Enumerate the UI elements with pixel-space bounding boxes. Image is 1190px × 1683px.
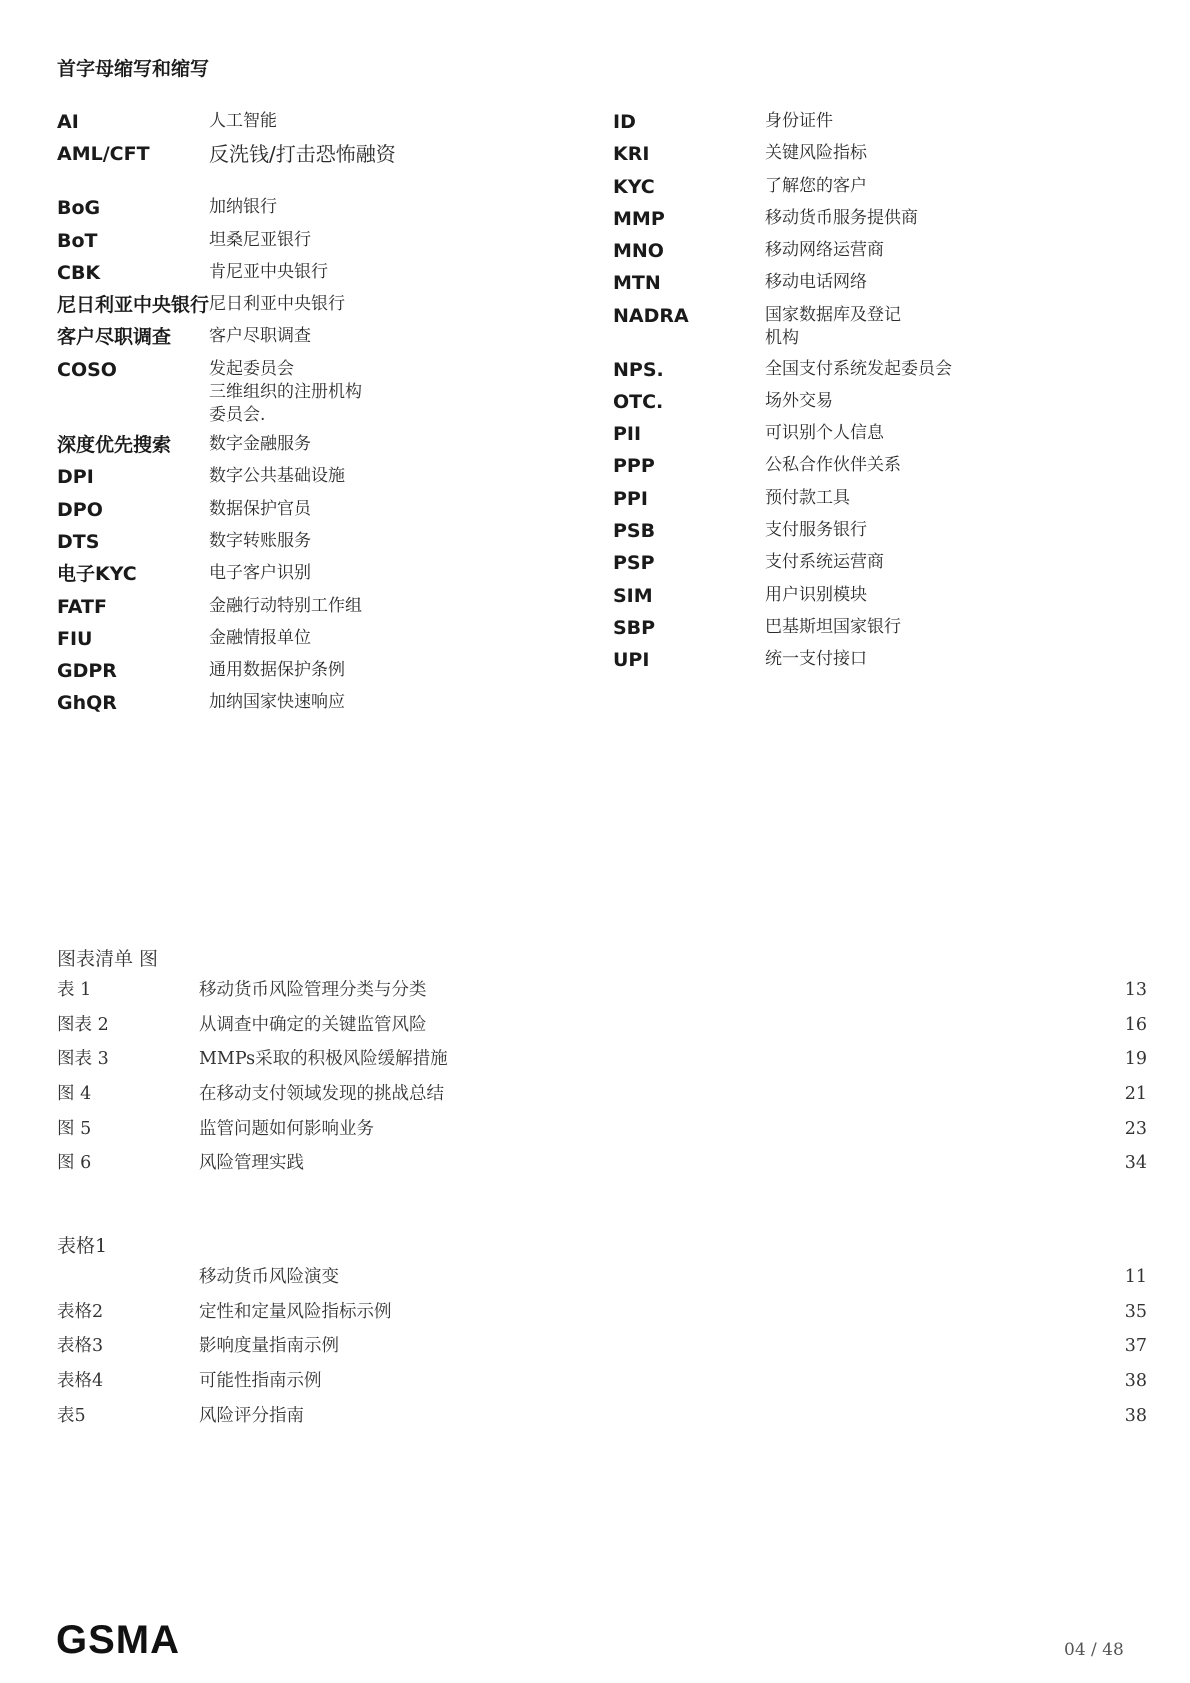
- abbreviation-definition: [765, 390, 995, 413]
- entry-label: 图 4: [57, 1084, 92, 1105]
- entry-label: 表格3: [57, 1336, 104, 1357]
- abbreviation-definition: [209, 358, 439, 427]
- tables-list: [57, 1233, 1147, 1438]
- entry-page-number: 13: [1124, 980, 1147, 1000]
- abbreviation-row: [613, 207, 1133, 239]
- abbreviation-definition: [765, 271, 995, 294]
- abbreviation-term: NPS.: [613, 358, 664, 381]
- abbreviation-term: GhQR: [57, 692, 117, 715]
- abbreviation-definition: [765, 142, 995, 165]
- entry-label: 图表 2: [57, 1014, 109, 1035]
- definition-line: 身份证件: [765, 111, 833, 131]
- entry-page-number: 38: [1124, 1405, 1147, 1426]
- entry-page-number: 16: [1124, 1014, 1147, 1035]
- entry-page-number: 35: [1124, 1301, 1147, 1322]
- abbreviation-term: 尼日利亚中央银行: [57, 294, 210, 317]
- definition-line: 人工智能: [209, 111, 277, 131]
- entry-page-number: 11: [1124, 1267, 1147, 1287]
- entry-page-number: 19: [1124, 1049, 1147, 1070]
- list-entry: [57, 1369, 1147, 1404]
- abbreviation-term: PSB: [613, 520, 656, 543]
- abbreviation-row: [57, 498, 577, 530]
- entry-title: 移动货币风险管理分类与分类: [199, 980, 427, 1000]
- abbreviation-definition: [765, 207, 995, 230]
- entry-label: 图 6: [57, 1153, 92, 1174]
- entry-label: 表5: [57, 1405, 86, 1426]
- abbreviation-definition: [209, 229, 439, 252]
- abbreviation-term: BoG: [57, 197, 101, 220]
- abbreviation-term: DPO: [57, 498, 103, 521]
- abbreviation-list-left: [57, 110, 577, 724]
- entry-page-number: 23: [1124, 1118, 1147, 1139]
- definition-line: 移动网络运营商: [765, 240, 884, 261]
- abbreviation-term: COSO: [57, 358, 117, 381]
- abbreviation-row: [57, 358, 577, 433]
- definition-line: 金融情报单位: [209, 627, 311, 648]
- list-entry: [57, 1265, 1147, 1300]
- abbreviation-term: UPI: [613, 649, 650, 672]
- abbreviation-definition: [209, 659, 439, 682]
- definition-line: 用户识别模块: [765, 584, 867, 605]
- abbreviation-row: [57, 465, 577, 497]
- abbreviation-list-right: [613, 110, 1133, 681]
- entry-page-number: 21: [1124, 1084, 1147, 1105]
- list-entry: [57, 1082, 1147, 1117]
- definition-line: 支付服务银行: [765, 520, 867, 541]
- page-number: 04 / 48: [1064, 1640, 1124, 1660]
- abbreviation-row: [57, 196, 577, 228]
- definition-line: 移动电话网络: [765, 272, 867, 293]
- abbreviation-term: SBP: [613, 616, 656, 639]
- abbreviation-definition: [209, 530, 439, 553]
- abbreviation-definition: [765, 584, 995, 607]
- abbreviation-definition: [765, 358, 995, 381]
- abbreviation-definition: [209, 196, 439, 219]
- definition-line: 全国支付系统发起委员会: [765, 358, 952, 379]
- definition-line: 公私合作伙伴关系: [765, 455, 901, 476]
- abbreviation-definition: [209, 261, 439, 284]
- entry-title: MMPs采取的积极风险缓解措施: [199, 1049, 448, 1070]
- definition-line: 可识别个人信息: [765, 423, 884, 444]
- definition-line: 金融行动特别工作组: [209, 595, 362, 616]
- definition-line: 委员会.: [209, 404, 266, 425]
- abbreviation-term: AI: [57, 111, 79, 133]
- abbreviation-row: [57, 110, 577, 142]
- abbreviation-definition: [765, 648, 995, 671]
- abbreviation-term: FATF: [57, 595, 107, 618]
- abbreviation-definition: [209, 293, 439, 316]
- list-entry: [57, 1047, 1147, 1082]
- definition-line: 数据保护官员: [209, 498, 311, 519]
- abbreviation-row: [613, 487, 1133, 519]
- abbreviation-definition: [765, 304, 995, 350]
- abbreviation-definition: [765, 239, 995, 262]
- abbreviation-term: GDPR: [57, 660, 117, 683]
- entry-label: 表 1: [57, 980, 92, 1000]
- abbreviation-definition: [209, 595, 439, 618]
- abbreviation-term: FIU: [57, 627, 93, 650]
- entry-title: 定性和定量风险指标示例: [199, 1301, 392, 1322]
- abbreviation-term: CBK: [57, 261, 101, 284]
- gsma-logo-mark: [56, 1622, 240, 1658]
- abbreviation-row: [613, 304, 1133, 358]
- definition-line: 加纳银行: [209, 197, 277, 218]
- abbreviation-row: [613, 422, 1133, 454]
- entry-page-number: 38: [1124, 1371, 1147, 1392]
- abbreviation-term: 电子KYC: [57, 563, 137, 586]
- abbreviation-row: [613, 551, 1133, 583]
- abbreviation-definition: [209, 562, 439, 585]
- abbreviation-term: MMP: [613, 207, 665, 230]
- abbreviation-term: 客户尽职调查: [57, 326, 172, 349]
- abbreviation-definition: [765, 422, 995, 445]
- abbreviation-term: 深度优先搜索: [57, 434, 172, 457]
- svg-text:GSMA: GSMA: [56, 1622, 180, 1658]
- list-entry: [57, 1013, 1147, 1048]
- definition-line: 加纳国家快速响应: [209, 692, 345, 713]
- entry-page-number: 34: [1124, 1153, 1147, 1174]
- abbreviation-row: [57, 659, 577, 691]
- abbreviation-row: [613, 616, 1133, 648]
- abbreviation-definition: [209, 433, 439, 456]
- abbreviation-definition: [765, 175, 995, 198]
- definition-line: 通用数据保护条例: [209, 660, 345, 681]
- abbreviation-row: [613, 358, 1133, 390]
- entry-label: 表格2: [57, 1301, 104, 1322]
- abbreviation-term: NADRA: [613, 304, 689, 327]
- entry-title: 风险管理实践: [199, 1153, 304, 1174]
- abbreviation-term: DTS: [57, 530, 100, 553]
- abbreviation-row: [57, 142, 577, 196]
- entry-title: 移动货币风险演变: [199, 1267, 339, 1287]
- definition-line: 关键风险指标: [765, 143, 867, 164]
- definition-line: 数字公共基础设施: [209, 466, 345, 487]
- entry-label: 表格4: [57, 1371, 104, 1392]
- definition-line: 场外交易: [765, 390, 833, 411]
- abbreviation-term: MNO: [613, 240, 664, 263]
- abbreviation-row: [57, 562, 577, 594]
- abbreviation-definition: [209, 465, 439, 488]
- abbreviation-row: [613, 648, 1133, 680]
- definition-line: 三维组织的注册机构: [209, 381, 362, 402]
- abbreviation-term: MTN: [613, 272, 661, 295]
- abbreviation-term: PSP: [613, 552, 655, 575]
- abbreviation-row: [613, 519, 1133, 551]
- abbreviation-definition: [765, 487, 995, 510]
- definition-line: 肯尼亚中央银行: [209, 261, 328, 282]
- definition-line: 电子客户识别: [209, 563, 311, 584]
- abbreviation-row: [613, 584, 1133, 616]
- list-entry: [57, 1117, 1147, 1152]
- definition-line: 数字金融服务: [209, 434, 311, 455]
- abbreviation-row: [57, 433, 577, 465]
- definition-line: 了解您的客户: [765, 175, 867, 196]
- figures-list: [57, 946, 1147, 1186]
- entry-title: 影响度量指南示例: [199, 1336, 339, 1357]
- abbreviation-row: [613, 239, 1133, 271]
- abbreviation-row: [613, 142, 1133, 174]
- list-entry: [57, 1151, 1147, 1186]
- abbreviation-row: [613, 454, 1133, 486]
- abbreviation-definition: [765, 551, 995, 574]
- figures-list-title: 图表清单 图: [57, 948, 159, 970]
- definition-line: 统一支付接口: [765, 649, 867, 670]
- abbreviation-term: DPI: [57, 466, 94, 489]
- definition-line: 发起委员会: [209, 358, 294, 379]
- abbreviation-term: BoT: [57, 229, 98, 252]
- figures-list-items: [57, 978, 1147, 1186]
- abbreviation-row: [613, 175, 1133, 207]
- abbreviation-row: [57, 627, 577, 659]
- definition-line: 客户尽职调查: [209, 326, 311, 347]
- definition-line: 机构: [765, 327, 799, 348]
- abbreviation-definition: [765, 454, 995, 477]
- abbreviation-term: KRI: [613, 143, 650, 166]
- abbreviation-term: KYC: [613, 175, 655, 198]
- entry-title: 风险评分指南: [199, 1405, 304, 1426]
- definition-line: 数字转账服务: [209, 530, 311, 551]
- page-heading: 首字母缩写和缩写: [57, 58, 210, 80]
- abbreviation-row: [57, 229, 577, 261]
- abbreviation-row: [57, 293, 577, 325]
- abbreviation-row: [57, 325, 577, 357]
- definition-line: 移动货币服务提供商: [765, 207, 918, 228]
- entry-page-number: 37: [1124, 1336, 1147, 1357]
- list-entry: [57, 978, 1147, 1013]
- gsma-logo: [56, 1622, 240, 1662]
- abbreviation-row: [57, 530, 577, 562]
- definition-line: 国家数据库及登记: [765, 304, 901, 325]
- list-entry: [57, 1334, 1147, 1369]
- abbreviation-term: PPP: [613, 455, 655, 478]
- abbreviation-term: PPI: [613, 487, 648, 510]
- definition-line: 预付款工具: [765, 487, 850, 508]
- abbreviation-term: SIM: [613, 584, 653, 607]
- abbreviation-definition: [209, 110, 439, 133]
- entry-title: 在移动支付领域发现的挑战总结: [199, 1084, 444, 1105]
- definition-line: 反洗钱/打击恐怖融资: [209, 142, 396, 167]
- entry-label: 图 5: [57, 1118, 92, 1139]
- abbreviation-definition: [209, 325, 439, 348]
- abbreviation-row: [57, 691, 577, 723]
- entry-title: 从调查中确定的关键监管风险: [199, 1014, 427, 1035]
- definition-line: 坦桑尼亚银行: [209, 229, 311, 250]
- entry-title: 监管问题如何影响业务: [199, 1118, 374, 1139]
- tables-list-title: 表格1: [57, 1235, 108, 1257]
- definition-line: 尼日利亚中央银行: [209, 294, 345, 315]
- abbreviation-row: [57, 261, 577, 293]
- abbreviation-term: AML/CFT: [57, 143, 150, 166]
- abbreviation-definition: [209, 498, 439, 521]
- abbreviation-definition: [209, 627, 439, 650]
- abbreviation-definition: [209, 691, 439, 714]
- tables-list-items: [57, 1265, 1147, 1438]
- definition-line: 支付系统运营商: [765, 552, 884, 573]
- abbreviation-definition: [765, 616, 995, 639]
- entry-label: 图表 3: [57, 1049, 109, 1070]
- abbreviation-term: OTC.: [613, 390, 664, 413]
- abbreviation-definition: [765, 110, 995, 133]
- abbreviation-row: [57, 595, 577, 627]
- definition-line: 巴基斯坦国家银行: [765, 616, 901, 637]
- abbreviation-row: [613, 271, 1133, 303]
- abbreviation-definition: [209, 142, 529, 166]
- list-entry: [57, 1404, 1147, 1439]
- entry-title: 可能性指南示例: [199, 1371, 322, 1392]
- list-entry: [57, 1300, 1147, 1335]
- abbreviation-term: ID: [613, 111, 636, 133]
- abbreviation-term: PII: [613, 423, 642, 446]
- abbreviation-row: [613, 390, 1133, 422]
- abbreviation-definition: [765, 519, 995, 542]
- abbreviation-row: [613, 110, 1133, 142]
